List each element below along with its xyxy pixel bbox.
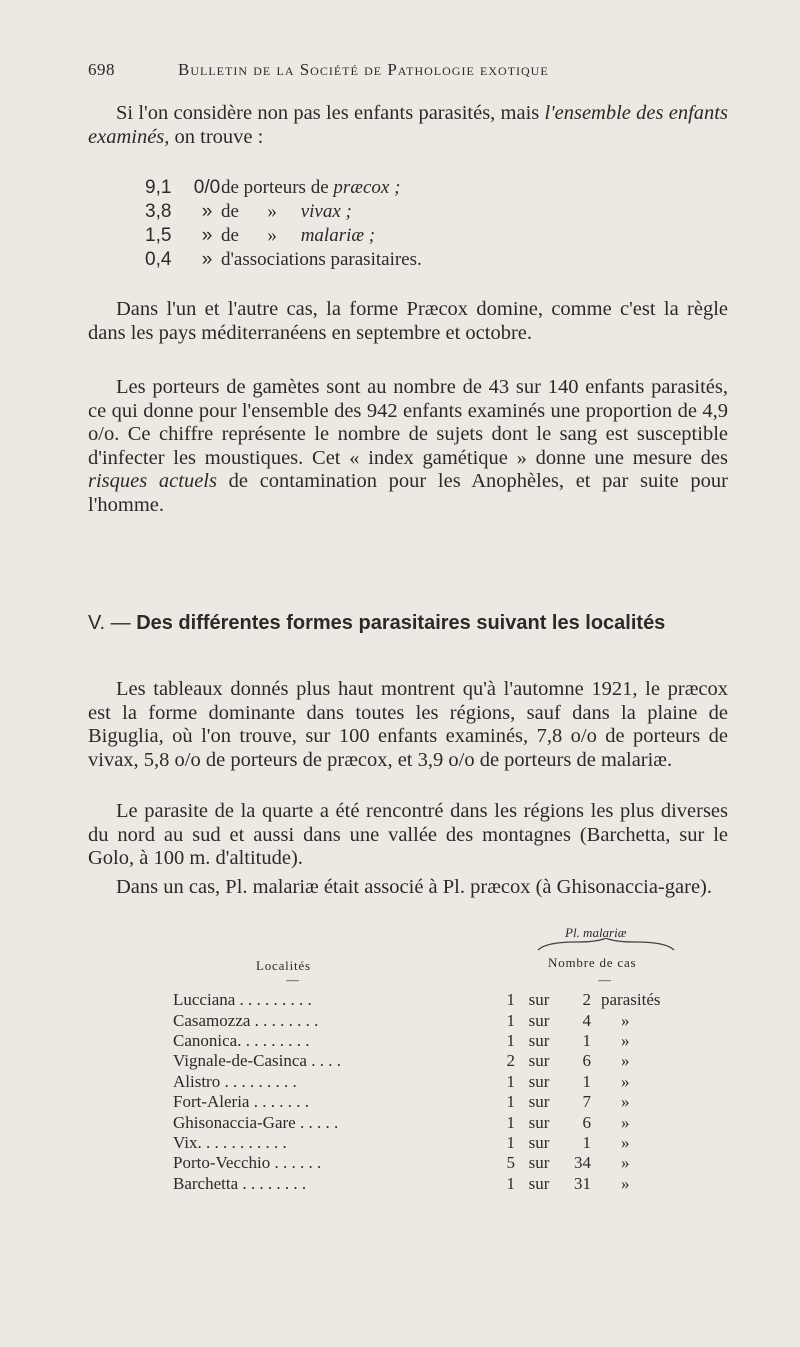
table-row: Lucciana . . . . . . . . . 1 sur 2 parasités (173, 990, 661, 1010)
table-row: Vignale-de-Casinca . . . . 2 sur 6 » (173, 1051, 630, 1071)
stats-row (145, 200, 422, 224)
stat-desc: de porteurs de præcox ; (221, 177, 401, 198)
section-title: Des différentes formes parasitaires suivant les localités (136, 612, 666, 634)
stats-row (145, 176, 422, 200)
intro-italic: l'ensemble des enfants examinés, (88, 102, 728, 148)
stat-value: 9,1 (145, 177, 172, 198)
header-dash: — (286, 972, 299, 987)
localites-table (173, 990, 711, 1194)
stat-value: 3,8 (145, 201, 172, 222)
stat-value: 1,5 (145, 225, 172, 246)
table-row: Alistro . . . . . . . . . 1 sur 1 » (173, 1071, 630, 1091)
running-header (88, 60, 549, 80)
page-number: 698 (88, 60, 115, 79)
header-dash: — (598, 972, 611, 987)
paragraph-1: Dans l'un et l'autre cas, la forme Præcox domine, comme c'est la règle dans les pays méditerranéens en septembre et octobre. (88, 298, 728, 344)
paragraph-4: Le parasite de la quarte a été rencontré dans les régions les plus diverses du nord au sud et aussi dans une vallée des montagnes (Barchetta, sur le Golo, à 100 m. d'altitude). (88, 800, 728, 869)
stats-row (145, 248, 422, 272)
intro-paragraph (88, 102, 728, 149)
paragraph-2: Les porteurs de gamètes sont au nombre de 43 sur 140 enfants parasités, ce qui donne pour l'ensemble des 942 enfants examinés une proportion de 4,9 o/o. Ce chiffre représente le nombre de sujets dont le sang est susceptible d'infecter les moustiques. Cet « index gamétique » donne une mesure des risques actuels de contamination pour les Anophèles, et par suite pour l'homme. (88, 376, 729, 516)
stat-desc: de » vivax ; (221, 201, 352, 222)
table-row: Casamozza . . . . . . . . 1 sur 4 » (173, 1010, 630, 1030)
stats-list (145, 176, 422, 272)
stat-unit: » (201, 249, 213, 270)
intro-text: Si l'on considère non pas les enfants parasités, mais (116, 102, 545, 124)
stat-unit: » (201, 225, 213, 246)
stat-value: 0,4 (145, 249, 172, 270)
intro-text-end: on trouve : (169, 125, 264, 148)
journal-title: Bulletin de la Société de Pathologie exotique (178, 60, 549, 79)
table-row: Porto-Vecchio . . . . . . 5 sur 34 » (173, 1153, 630, 1173)
section-heading (88, 612, 665, 635)
paragraph-5: Dans un cas, Pl. malariæ était associé à Pl. præcox (à Ghisonaccia-gare). (116, 876, 713, 898)
column-header-localites: Localités (256, 958, 311, 973)
table-row: Barchetta . . . . . . . . 1 sur 31 » (173, 1173, 630, 1193)
table-row: Vix. . . . . . . . . . . 1 sur 1 » (173, 1132, 630, 1152)
table-group-header: Pl. malariæ (565, 925, 627, 940)
column-header-nombre: Nombre de cas (548, 955, 637, 970)
stats-row (145, 224, 422, 248)
stat-desc: de » malariæ ; (221, 225, 376, 246)
stat-unit: » (201, 201, 213, 222)
stat-unit: 0/0 (193, 177, 221, 198)
table-row: Canonica. . . . . . . . . 1 sur 1 » (173, 1030, 630, 1050)
table-row: Fort-Aleria . . . . . . . 1 sur 7 » (173, 1092, 630, 1112)
section-number: V. — (88, 612, 131, 634)
paragraph-3: Les tableaux donnés plus haut montrent qu'à l'automne 1921, le præcox est la forme dominante dans toutes les régions, sauf dans la plaine de Biguglia, où l'on trouve, sur 100 enfants examinés, 7,8 o/o de porteurs de vivax, 5,8 o/o de porteurs de præcox, et 3,9 o/o de porteurs de malariæ. (88, 678, 728, 771)
stat-desc: d'associations parasitaires. (221, 249, 422, 270)
table-row: Ghisonaccia-Gare . . . . . 1 sur 6 » (173, 1112, 630, 1132)
brace-icon (536, 938, 676, 952)
